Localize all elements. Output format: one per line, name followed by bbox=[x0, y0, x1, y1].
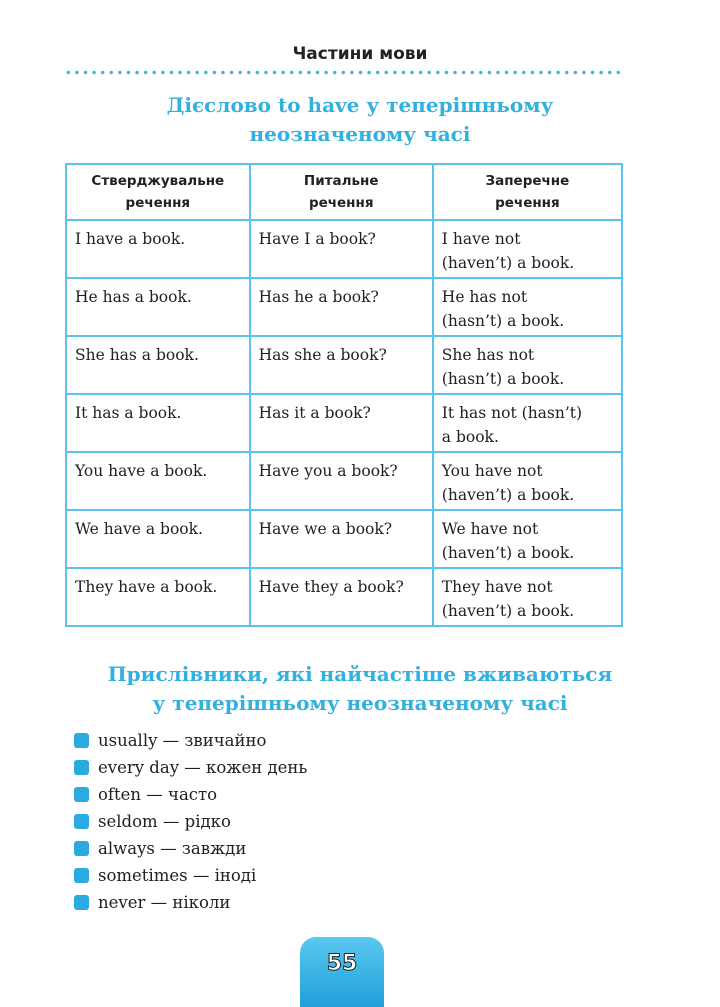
cell-negative: She has not (hasn’t) a book. bbox=[433, 336, 622, 394]
list-item: often — часто bbox=[74, 781, 307, 808]
cell-question: Has he a book? bbox=[250, 278, 433, 336]
cell-question: Have you a book? bbox=[250, 452, 433, 510]
table-header-row bbox=[66, 164, 622, 220]
table-row bbox=[66, 510, 622, 568]
cell-affirmative: It has a book. bbox=[66, 394, 250, 452]
cell-question: Have they a book? bbox=[250, 568, 433, 626]
square-bullet-icon bbox=[74, 895, 89, 910]
cell-question: Has she a book? bbox=[250, 336, 433, 394]
square-bullet-icon bbox=[74, 814, 89, 829]
cell-negative: They have not (haven’t) a book. bbox=[433, 568, 622, 626]
list-item: always — завжди bbox=[74, 835, 307, 862]
cell-negative: It has not (hasn’t) a book. bbox=[433, 394, 622, 452]
cell-question: Have I a book? bbox=[250, 220, 433, 278]
cell-affirmative: He has a book. bbox=[66, 278, 250, 336]
section-header: Частини мови bbox=[292, 44, 428, 64]
table-title bbox=[0, 91, 720, 149]
cell-affirmative: I have a book. bbox=[66, 220, 250, 278]
page-number: 55 bbox=[326, 951, 358, 976]
square-bullet-icon bbox=[74, 760, 89, 775]
cell-negative: He has not (hasn’t) a book. bbox=[433, 278, 622, 336]
adverb-list bbox=[74, 727, 307, 916]
cell-affirmative: We have a book. bbox=[66, 510, 250, 568]
adverbs-title-line-2: у теперішньому неозначеному часі bbox=[152, 691, 568, 715]
to-have-table bbox=[65, 163, 623, 627]
adverbs-title bbox=[0, 660, 720, 718]
list-item: sometimes — іноді bbox=[74, 862, 307, 889]
square-bullet-icon bbox=[74, 787, 89, 802]
list-item: usually — звичайно bbox=[74, 727, 307, 754]
table-title-line-2: неозначеному часі bbox=[249, 122, 471, 146]
cell-affirmative: You have a book. bbox=[66, 452, 250, 510]
table-row bbox=[66, 220, 622, 278]
table-row bbox=[66, 568, 622, 626]
table-row bbox=[66, 278, 622, 336]
list-item: never — ніколи bbox=[74, 889, 307, 916]
cell-negative: You have not (haven’t) a book. bbox=[433, 452, 622, 510]
square-bullet-icon bbox=[74, 733, 89, 748]
table-title-line-1: Дієслово to have у теперішньому bbox=[166, 93, 554, 117]
cell-affirmative: They have a book. bbox=[66, 568, 250, 626]
cell-affirmative: She has a book. bbox=[66, 336, 250, 394]
header-question: Питальне речення bbox=[250, 164, 433, 220]
square-bullet-icon bbox=[74, 841, 89, 856]
cell-question: Has it a book? bbox=[250, 394, 433, 452]
adverbs-title-line-1: Прислівники, які найчастіше вживаються bbox=[107, 662, 613, 686]
dotted-divider bbox=[64, 70, 624, 75]
list-item: every day — кожен день bbox=[74, 754, 307, 781]
header-negative: Заперечне речення bbox=[433, 164, 622, 220]
cell-question: Have we a book? bbox=[250, 510, 433, 568]
square-bullet-icon bbox=[74, 868, 89, 883]
cell-negative: I have not (haven’t) a book. bbox=[433, 220, 622, 278]
table-row bbox=[66, 394, 622, 452]
page-number-tab bbox=[300, 937, 384, 1007]
header-affirmative: Стверджувальне речення bbox=[66, 164, 250, 220]
table-row bbox=[66, 336, 622, 394]
table-row bbox=[66, 452, 622, 510]
list-item: seldom — рідко bbox=[74, 808, 307, 835]
cell-negative: We have not (haven’t) a book. bbox=[433, 510, 622, 568]
